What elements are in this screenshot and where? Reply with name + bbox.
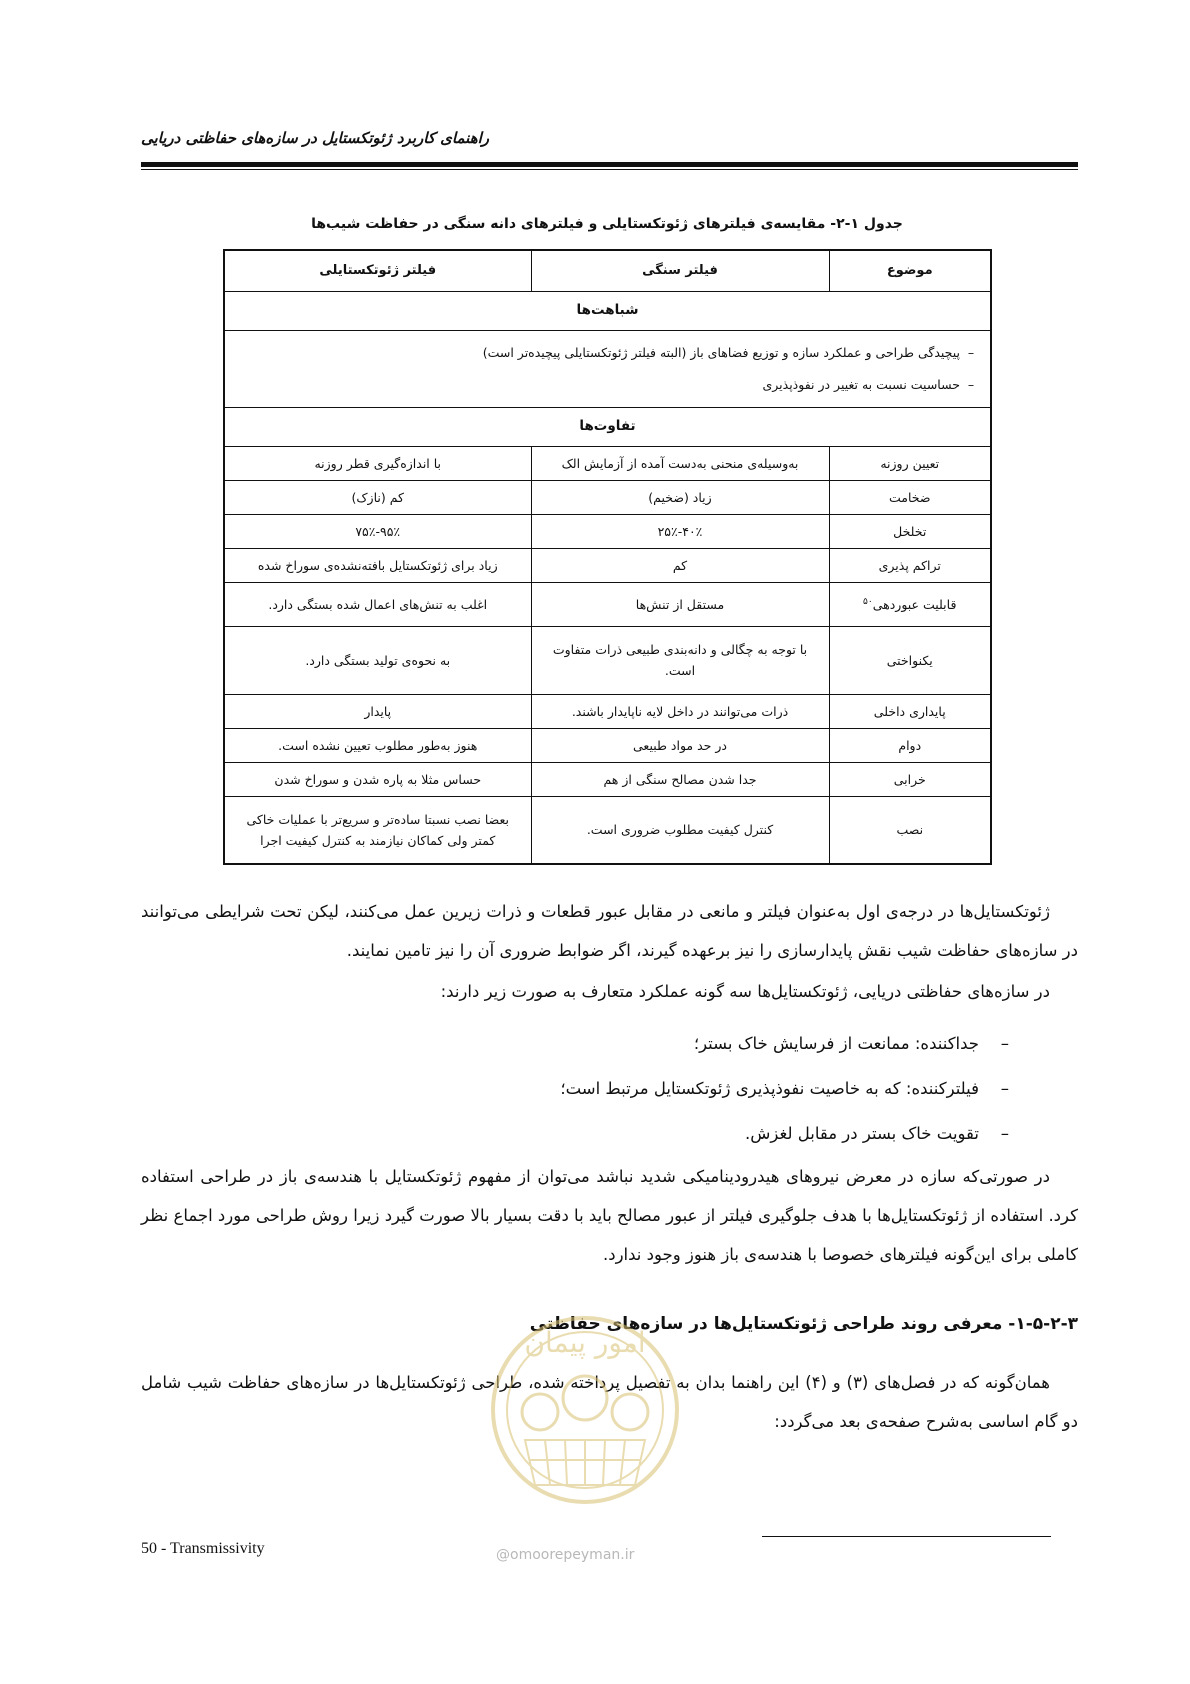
cell-topic: یکنواختی — [829, 626, 991, 694]
cell-geo: به نحوه‌ی تولید بستگی دارد. — [224, 626, 531, 694]
header-rule-thick — [141, 162, 1078, 167]
similarities-list — [224, 330, 991, 407]
table-row — [224, 514, 991, 548]
cell-geo: بعضا نصب نسبتا ساده‌تر و سریع‌تر با عملیات خاکی کمتر ولی کماکان نیازمند به کنترل کیفیت اجرا — [224, 796, 531, 864]
cell-topic: ضخامت — [829, 480, 991, 514]
cell-topic: دوام — [829, 728, 991, 762]
cell-stone: به‌وسیله‌ی منحنی به‌دست آمده از آزمایش الک — [531, 446, 829, 480]
header-topic: موضوع — [829, 250, 991, 291]
cell-stone: مستقل از تنش‌ها — [531, 582, 829, 626]
cell-geo: ۹۵٪-۷۵٪ — [224, 514, 531, 548]
cell-topic: تخلخل — [829, 514, 991, 548]
cell-topic: پایداری داخلی — [829, 694, 991, 728]
cell-geo: اغلب به تنش‌های اعمال شده بستگی دارد. — [224, 582, 531, 626]
cell-geo: زیاد برای ژئوتکستایل بافته‌نشده‌ی سوراخ شده — [224, 548, 531, 582]
cell-stone: با توجه به چگالی و دانه‌بندی طبیعی ذرات متفاوت است. — [531, 626, 829, 694]
cell-stone: کم — [531, 548, 829, 582]
header-stone-filter: فیلتر سنگی — [531, 250, 829, 291]
list-item-text: فیلترکننده: که به خاصیت نفوذپذیری ژئوتکستایل مرتبط است؛ — [560, 1079, 979, 1098]
table-row — [224, 548, 991, 582]
header-rule-thin — [141, 169, 1078, 170]
list-item-text: جداکننده: ممانعت از فرسایش خاک بستر؛ — [693, 1034, 979, 1053]
cell-geo: با اندازه‌گیری قطر روزنه — [224, 446, 531, 480]
cell-geo: حساس مثلا به پاره شدن و سوراخ شدن — [224, 762, 531, 796]
cell-topic: خرابی — [829, 762, 991, 796]
cell-topic: تعیین روزنه — [829, 446, 991, 480]
cell-stone: زیاد (ضخیم) — [531, 480, 829, 514]
table-header-row — [224, 250, 991, 291]
watermark-logo — [485, 1300, 685, 1540]
paragraph-3-text: در صورتی‌که سازه در معرض نیروهای هیدرودینامیکی شدید نباشد می‌توان از مفهوم ژئوتکستایل با هندسه‌ی باز در طراحی استفاده کرد. استفاده از ژئوتکستایل‌ها با هدف جلوگیری فیلتر از عبور مصالح باید با دقت بسیار بالا صورت گیرد زیرا روش طراحی مورد اجماع نظر کاملی برای این‌گونه فیلترهای خصوصا با هندسه‌ی باز هنوز وجود ندارد. — [141, 1167, 1078, 1264]
running-title: راهنمای کاربرد ژئوتکستایل در سازه‌های حفاظتی دریایی — [141, 129, 490, 147]
cell-stone: کنترل کیفیت مطلوب ضروری است. — [531, 796, 829, 864]
paragraph-1-text: ژئوتکستایل‌ها در درجه‌ی اول به‌عنوان فیلتر و مانعی در مقابل عبور قطعات و ذرات زیرین عمل می‌کنند، لیکن تحت شرایطی می‌توانند در سازه‌های حفاظت شیب نقش پایدارسازی را نیز برعهده گیرند، اگر ضوابط ضروری آن را نیز تامین نمایند. — [141, 902, 1078, 960]
differences-title-row — [224, 407, 991, 446]
paragraph-2 — [141, 972, 1078, 1011]
list-item: –جداکننده: ممانعت از فرسایش خاک بستر؛ — [693, 1034, 1009, 1053]
similarity-item: –پیچیدگی طراحی و عملکرد سازه و توزیع فضاهای باز (البته فیلتر ژئوتکستایلی پیچیده‌تر است) — [482, 344, 975, 360]
cell-topic: نصب — [829, 796, 991, 864]
similarities-row — [224, 330, 991, 407]
similarity-item: –حساسیت نسبت به تغییر در نفوذپذیری — [762, 376, 975, 392]
watermark-logo-text: امور پیمان — [524, 1326, 646, 1359]
similarities-title-row — [224, 291, 991, 330]
list-item: –فیلترکننده: که به خاصیت نفوذپذیری ژئوتکستایل مرتبط است؛ — [560, 1079, 1009, 1098]
table-row — [224, 796, 991, 864]
cell-geo: هنوز به‌طور مطلوب تعیین نشده است. — [224, 728, 531, 762]
table-row — [224, 626, 991, 694]
page-header — [141, 128, 1061, 147]
differences-title: تفاوت‌ها — [224, 407, 991, 446]
watermark-text: @omoorepeyman.ir — [496, 1547, 635, 1563]
cell-stone: جدا شدن مصالح سنگی از هم — [531, 762, 829, 796]
table-caption: جدول ۱-۲- مقایسه‌ی فیلترهای ژئوتکستایلی و فیلترهای دانه سنگی در حفاظت شیب‌ها — [311, 216, 903, 232]
table-row — [224, 582, 991, 626]
section-heading: ۱-۵-۲-۳- معرفی روند طراحی ژئوتکستایل‌ها در سازه‌های حفاظتی — [529, 1314, 1078, 1334]
cell-topic: تراکم پذیری — [829, 548, 991, 582]
table-row — [224, 446, 991, 480]
similarity-text: پیچیدگی طراحی و عملکرد سازه و توزیع فضاهای باز (البته فیلتر ژئوتکستایلی پیچیده‌تر است) — [482, 344, 960, 360]
table-row — [224, 694, 991, 728]
footnote-rule — [762, 1536, 1051, 1537]
table-row — [224, 480, 991, 514]
header-geotextile-filter: فیلتر ژئوتکستایلی — [224, 250, 531, 291]
footnote-marker: ۵۰ — [863, 597, 873, 608]
paragraph-2-text: در سازه‌های حفاظتی دریایی، ژئوتکستایل‌ها سه گونه عملکرد متعارف به صورت زیر دارند: — [440, 982, 1050, 1001]
footnote: 50 - Transmissivity — [141, 1540, 265, 1557]
cell-geo: کم (نازک) — [224, 480, 531, 514]
cell-topic — [829, 582, 991, 626]
paragraph-4-text: همان‌گونه که در فصل‌های (۳) و (۴) این راهنما بدان به تفصیل پرداخته شده، طراحی ژئوتکستایل‌ها در سازه‌های حفاظت شیب شامل دو گام اساسی به‌شرح صفحه‌ی بعد می‌گردد: — [141, 1373, 1078, 1431]
cell-stone: ذرات می‌توانند در داخل لایه ناپایدار باشند. — [531, 694, 829, 728]
list-item-text: تقویت خاک بستر در مقابل لغزش. — [745, 1124, 979, 1143]
table-row — [224, 728, 991, 762]
table-row — [224, 762, 991, 796]
cell-geo: پایدار — [224, 694, 531, 728]
list-item: –تقویت خاک بستر در مقابل لغزش. — [745, 1124, 1009, 1143]
similarity-text: حساسیت نسبت به تغییر در نفوذپذیری — [762, 376, 960, 392]
similarities-title: شباهت‌ها — [224, 291, 991, 330]
cell-topic-text: قابلیت عبوردهی — [872, 597, 957, 613]
paragraph-3 — [141, 1157, 1078, 1274]
comparison-table — [223, 249, 992, 865]
paragraph-1 — [141, 892, 1078, 970]
cell-stone: ۴۰٪-۲۵٪ — [531, 514, 829, 548]
cell-stone: در حد مواد طبیعی — [531, 728, 829, 762]
